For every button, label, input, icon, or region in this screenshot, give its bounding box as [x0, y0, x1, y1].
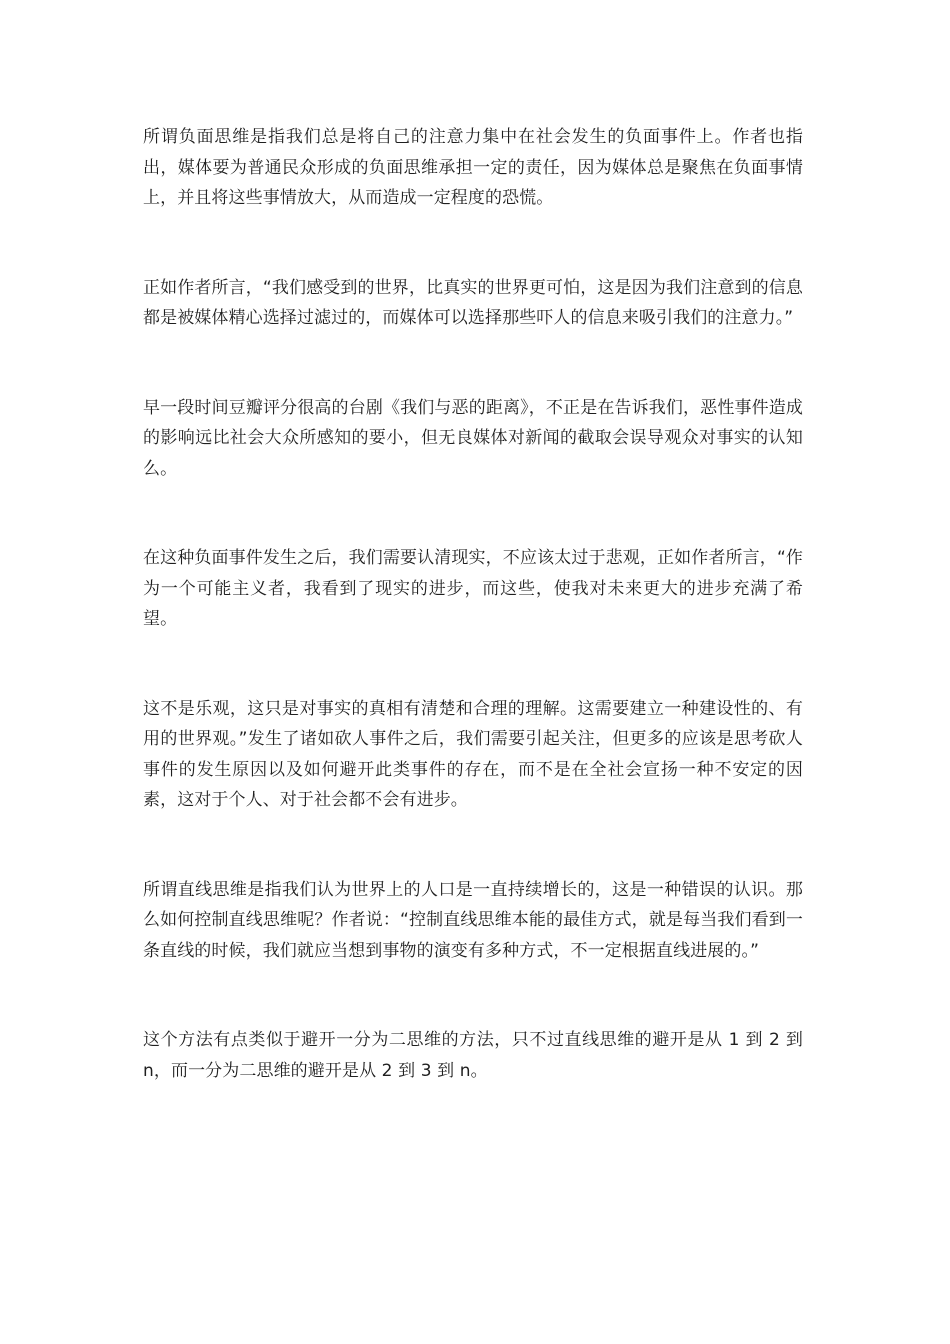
paragraph-spacer [143, 484, 803, 543]
paragraph-constructive-worldview: 这不是乐观，这只是对事实的真相有清楚和合理的理解。这需要建立一种建设性的、有用的世界观。”发生了诸如砍人事件之后，我们需要引起关注，但更多的应该是思考砍人事件的发生原因以及如何避开此类事件的存在，而不是在全社会宣扬一种不安定的因素，这对于个人、对于社会都不会有进步。 [143, 698, 803, 810]
paragraph-spacer [143, 214, 803, 273]
article-body [143, 122, 803, 1086]
paragraph-possibilist: 在这种负面事件发生之后，我们需要认清现实，不应该太过于悲观，正如作者所言，“作为一个可能主义者，我看到了现实的进步，而这些，使我对未来更大的进步充满了希望。 [143, 548, 803, 629]
paragraph-spacer [143, 966, 803, 1025]
paragraph-author-quote-world: 正如作者所言，“我们感受到的世界，比真实的世界更可怕，这是因为我们注意到的信息都是被媒体精心选择过滤过的，而媒体可以选择那些吓人的信息来吸引我们的注意力。” [143, 277, 803, 328]
paragraph-tv-drama: 早一段时间豆瓣评分很高的台剧《我们与恶的距离》，不正是在告诉我们，恶性事件造成的影响远比社会大众所感知的要小，但无良媒体对新闻的截取会误导观众对事实的认知么。 [143, 397, 803, 479]
paragraph-straight-line-thinking: 所谓直线思维是指我们认为世界上的人口是一直持续增长的，这是一种错误的认识。那么如何控制直线思维呢？作者说：“控制直线思维本能的最佳方式，就是每当我们看到一条直线的时候，我们就应当想到事物的演变有多种方式，不一定根据直线进展的。” [143, 879, 803, 961]
paragraph-spacer [143, 635, 803, 694]
paragraph-spacer [143, 816, 803, 875]
paragraph-negative-thinking: 所谓负面思维是指我们总是将自己的注意力集中在社会发生的负面事件上。作者也指出，媒体要为普通民众形成的负面思维承担一定的责任，因为媒体总是聚焦在负面事情上，并且将这些事情放大，从而造成一定程度的恐慌。 [143, 127, 803, 208]
paragraph-spacer [143, 334, 803, 393]
paragraph-method-comparison: 这个方法有点类似于避开一分为二思维的方法，只不过直线思维的避开是从 1 到 2 到 n，而一分为二思维的避开是从 2 到 3 到 n。 [143, 1030, 803, 1081]
